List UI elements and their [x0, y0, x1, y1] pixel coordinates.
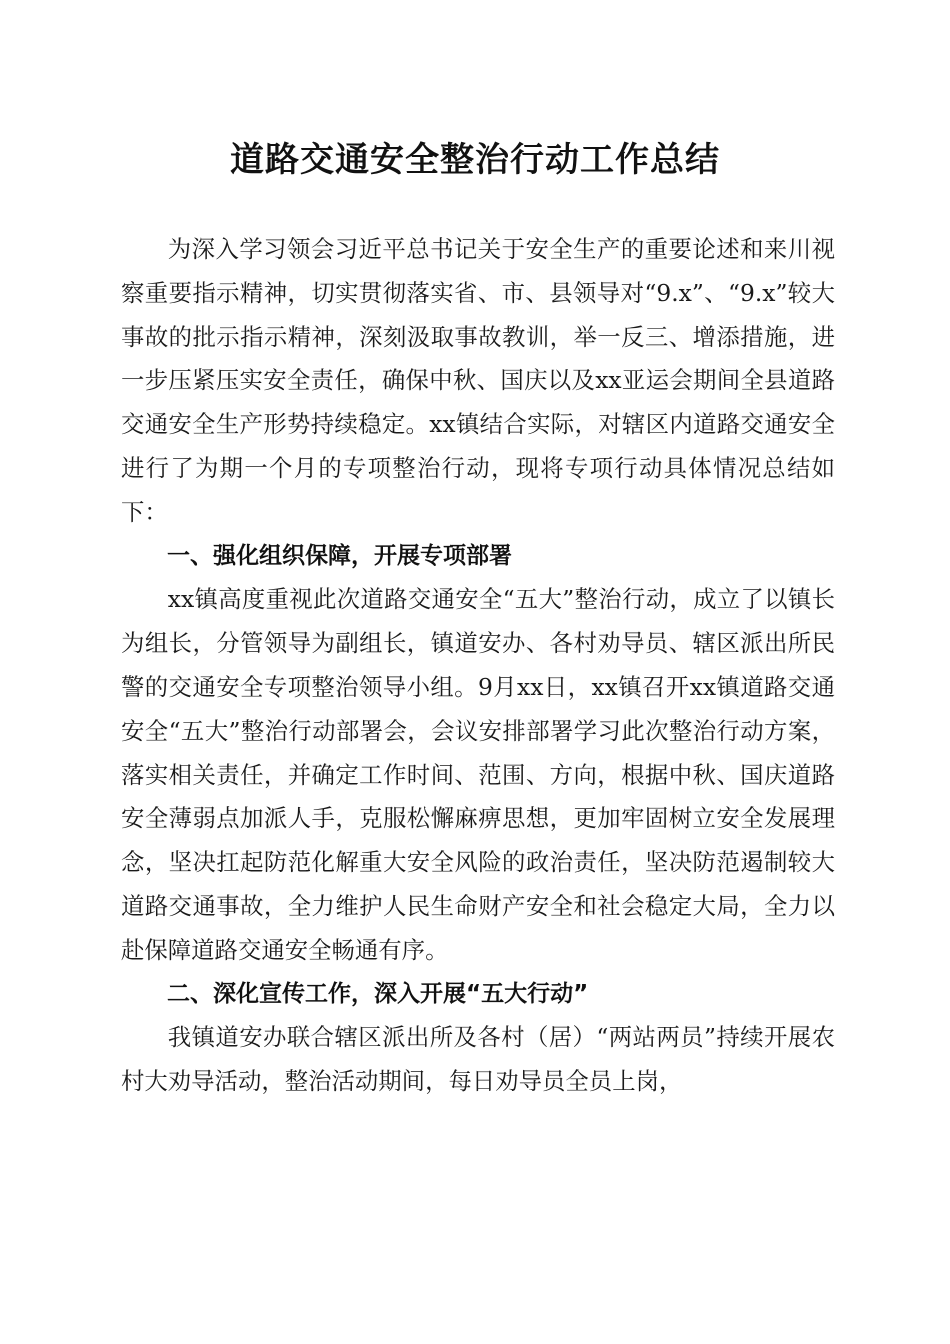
section-heading-1: 一、强化组织保障，开展专项部署	[167, 542, 512, 569]
section-1-paragraph: xx镇高度重视此次道路交通安全“五大”整治行动，成立了以镇长为组长，分管领导为副组长，镇道安办、各村劝导员、辖区派出所民警的交通安全专项整治领导小组。9月xx日，xx镇召开xx镇道路交通安全“五大”整治行动部署会，会议安排部署学习此次整治行动方案，落实相关责任，并确定工作时间、范围、方向，根据中秋、国庆道路安全薄弱点加派人手，克服松懈麻痹思想，更加牢固树立安全发展理念，坚决扛起防范化解重大安全风险的政治责任，坚决防范遏制较大道路交通事故，全力维护人民生命财产安全和社会稳定大局，全力以赴保障道路交通安全畅通有序。	[121, 585, 835, 964]
intro-paragraph: 为深入学习领会习近平总书记关于安全生产的重要论述和来川视察重要指示精神，切实贯彻落实省、市、县领导对“9.x”、“9.x”较大事故的批示指示精神，深刻汲取事故教训，举一反三、增添措施，进一步压紧压实安全责任，确保中秋、国庆以及xx亚运会期间全县道路交通安全生产形势持续稳定。xx镇结合实际，对辖区内道路交通安全进行了为期一个月的专项整治行动，现将专项行动具体情况总结如下：	[121, 235, 835, 526]
section-heading-2: 二、深化宣传工作，深入开展“五大行动”	[167, 980, 589, 1007]
document-body	[121, 228, 835, 1104]
document-title: 道路交通安全整治行动工作总结	[230, 140, 720, 180]
section-2-paragraph: 我镇道安办联合辖区派出所及各村（居）“两站两员”持续开展农村大劝导活动，整治活动期间，每日劝导员全员上岗，	[121, 1023, 835, 1096]
